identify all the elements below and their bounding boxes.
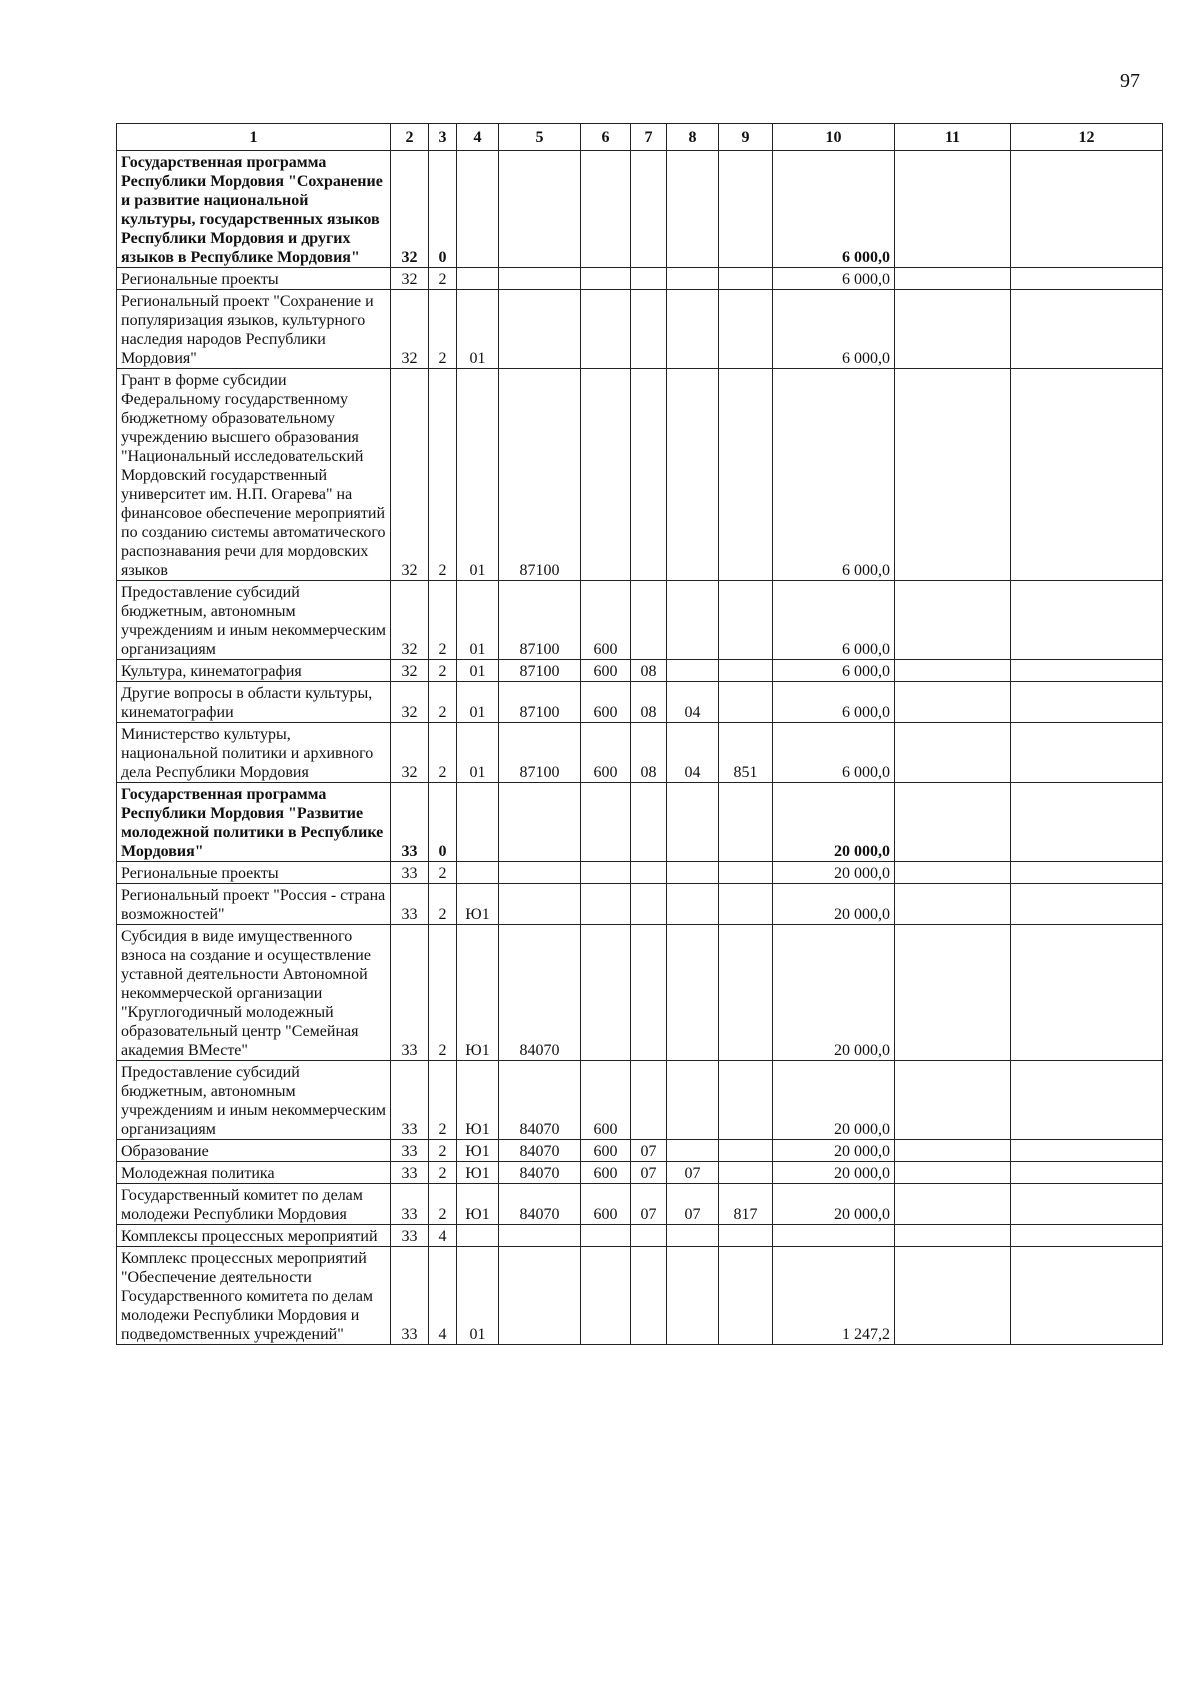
- code-cell: [895, 1247, 1011, 1345]
- code-cell: [667, 925, 719, 1061]
- code-cell: [1011, 1140, 1163, 1162]
- amount-cell: 1 247,2: [773, 1247, 895, 1345]
- code-cell: 2: [429, 925, 457, 1061]
- table-row: [117, 660, 1163, 682]
- table-row: [117, 290, 1163, 369]
- table-header-row: [117, 124, 1163, 151]
- code-cell: [499, 1225, 581, 1247]
- code-cell: [581, 862, 631, 884]
- code-cell: [457, 268, 499, 290]
- code-cell: 600: [581, 1140, 631, 1162]
- code-cell: 600: [581, 723, 631, 783]
- column-header: 1: [117, 124, 391, 151]
- amount-cell: [773, 1225, 895, 1247]
- code-cell: 07: [631, 1140, 667, 1162]
- code-cell: [1011, 660, 1163, 682]
- table-row: [117, 925, 1163, 1061]
- code-cell: [719, 884, 773, 925]
- row-name-cell: Комплекс процессных мероприятий "Обеспечение деятельности Государственного комитета по делам молодежи Республики Мордовия и подведомственных учреждений": [117, 1247, 391, 1345]
- code-cell: [895, 1140, 1011, 1162]
- code-cell: 87100: [499, 682, 581, 723]
- row-name-cell: Региональные проекты: [117, 268, 391, 290]
- code-cell: [895, 1184, 1011, 1225]
- code-cell: 32: [391, 723, 429, 783]
- code-cell: [719, 290, 773, 369]
- row-name-cell: Культура, кинематография: [117, 660, 391, 682]
- row-name-cell: Молодежная политика: [117, 1162, 391, 1184]
- table-row: [117, 682, 1163, 723]
- amount-cell: 6 000,0: [773, 682, 895, 723]
- code-cell: [499, 151, 581, 268]
- amount-cell: 20 000,0: [773, 1061, 895, 1140]
- code-cell: [499, 884, 581, 925]
- code-cell: [895, 151, 1011, 268]
- code-cell: [581, 783, 631, 862]
- code-cell: 2: [429, 723, 457, 783]
- code-cell: [719, 783, 773, 862]
- code-cell: [895, 1162, 1011, 1184]
- code-cell: 600: [581, 1061, 631, 1140]
- code-cell: 04: [667, 723, 719, 783]
- code-cell: [895, 682, 1011, 723]
- table-body: [117, 151, 1163, 1345]
- code-cell: 08: [631, 682, 667, 723]
- code-cell: [1011, 1061, 1163, 1140]
- code-cell: 07: [631, 1162, 667, 1184]
- code-cell: [1011, 1225, 1163, 1247]
- table-row: [117, 723, 1163, 783]
- amount-cell: 20 000,0: [773, 925, 895, 1061]
- code-cell: [895, 1061, 1011, 1140]
- column-header: 8: [667, 124, 719, 151]
- code-cell: 33: [391, 925, 429, 1061]
- code-cell: [1011, 268, 1163, 290]
- code-cell: 33: [391, 1184, 429, 1225]
- code-cell: [895, 925, 1011, 1061]
- code-cell: [1011, 151, 1163, 268]
- code-cell: [719, 151, 773, 268]
- code-cell: [1011, 1247, 1163, 1345]
- code-cell: [667, 783, 719, 862]
- code-cell: 84070: [499, 1061, 581, 1140]
- code-cell: 2: [429, 290, 457, 369]
- code-cell: 2: [429, 862, 457, 884]
- code-cell: 4: [429, 1247, 457, 1345]
- code-cell: 32: [391, 369, 429, 581]
- row-name-cell: Министерство культуры, национальной политики и архивного дела Республики Мордовия: [117, 723, 391, 783]
- row-name-cell: Государственный комитет по делам молодежи Республики Мордовия: [117, 1184, 391, 1225]
- amount-cell: 20 000,0: [773, 1140, 895, 1162]
- code-cell: [1011, 884, 1163, 925]
- code-cell: 07: [667, 1184, 719, 1225]
- code-cell: [631, 290, 667, 369]
- code-cell: [581, 925, 631, 1061]
- code-cell: [895, 1225, 1011, 1247]
- code-cell: 32: [391, 268, 429, 290]
- code-cell: 84070: [499, 1140, 581, 1162]
- code-cell: 01: [457, 1247, 499, 1345]
- code-cell: [667, 884, 719, 925]
- row-name-cell: Государственная программа Республики Мордовия "Сохранение и развитие национальной культуры, государственных языков Республики Мордовия и других языков в Республике Мордовия": [117, 151, 391, 268]
- code-cell: [667, 1247, 719, 1345]
- code-cell: [631, 1225, 667, 1247]
- amount-cell: 20 000,0: [773, 884, 895, 925]
- code-cell: [667, 290, 719, 369]
- row-name-cell: Региональный проект "Сохранение и популяризация языков, культурного наследия народов Республики Мордовия": [117, 290, 391, 369]
- code-cell: [667, 581, 719, 660]
- code-cell: [581, 1225, 631, 1247]
- code-cell: [667, 151, 719, 268]
- code-cell: 32: [391, 581, 429, 660]
- row-name-cell: Образование: [117, 1140, 391, 1162]
- code-cell: 87100: [499, 581, 581, 660]
- code-cell: [499, 290, 581, 369]
- row-name-cell: Другие вопросы в области культуры, кинематографии: [117, 682, 391, 723]
- code-cell: [581, 369, 631, 581]
- code-cell: 0: [429, 783, 457, 862]
- row-name-cell: Государственная программа Республики Мордовия "Развитие молодежной политики в Республике Мордовия": [117, 783, 391, 862]
- code-cell: 2: [429, 1162, 457, 1184]
- code-cell: Ю1: [457, 884, 499, 925]
- code-cell: [667, 660, 719, 682]
- row-name-cell: Субсидия в виде имущественного взноса на создание и осуществление уставной деятельности Автономной некоммерческой организации "Круглогодичный молодежный образовательный центр "Семейная академия ВМесте": [117, 925, 391, 1061]
- code-cell: [499, 783, 581, 862]
- code-cell: Ю1: [457, 1140, 499, 1162]
- code-cell: [667, 1061, 719, 1140]
- code-cell: [895, 862, 1011, 884]
- code-cell: [581, 884, 631, 925]
- code-cell: 600: [581, 1162, 631, 1184]
- code-cell: 01: [457, 660, 499, 682]
- code-cell: 01: [457, 682, 499, 723]
- column-header: 4: [457, 124, 499, 151]
- code-cell: [457, 1225, 499, 1247]
- code-cell: 84070: [499, 1162, 581, 1184]
- code-cell: [895, 268, 1011, 290]
- code-cell: 2: [429, 369, 457, 581]
- code-cell: [667, 268, 719, 290]
- column-header: 6: [581, 124, 631, 151]
- code-cell: 32: [391, 151, 429, 268]
- code-cell: [499, 268, 581, 290]
- code-cell: 01: [457, 581, 499, 660]
- code-cell: [581, 1247, 631, 1345]
- table-row: [117, 1184, 1163, 1225]
- code-cell: [631, 581, 667, 660]
- code-cell: [499, 862, 581, 884]
- amount-cell: 20 000,0: [773, 1184, 895, 1225]
- row-name-cell: Комплексы процессных мероприятий: [117, 1225, 391, 1247]
- code-cell: [895, 660, 1011, 682]
- code-cell: 33: [391, 1225, 429, 1247]
- code-cell: 87100: [499, 660, 581, 682]
- table-row: [117, 884, 1163, 925]
- table-row: [117, 151, 1163, 268]
- code-cell: [895, 783, 1011, 862]
- code-cell: Ю1: [457, 1061, 499, 1140]
- code-cell: [1011, 1162, 1163, 1184]
- code-cell: 851: [719, 723, 773, 783]
- code-cell: 87100: [499, 369, 581, 581]
- code-cell: 2: [429, 884, 457, 925]
- code-cell: [719, 1247, 773, 1345]
- code-cell: 04: [667, 682, 719, 723]
- code-cell: [719, 1140, 773, 1162]
- code-cell: [631, 862, 667, 884]
- code-cell: [1011, 369, 1163, 581]
- code-cell: [667, 1140, 719, 1162]
- code-cell: [457, 862, 499, 884]
- code-cell: 0: [429, 151, 457, 268]
- budget-table: [116, 123, 1163, 1345]
- code-cell: 2: [429, 581, 457, 660]
- code-cell: [631, 925, 667, 1061]
- code-cell: [457, 783, 499, 862]
- row-name-cell: Предоставление субсидий бюджетным, автономным учреждениям и иным некоммерческим организациям: [117, 1061, 391, 1140]
- code-cell: [1011, 925, 1163, 1061]
- column-header: 12: [1011, 124, 1163, 151]
- amount-cell: 6 000,0: [773, 151, 895, 268]
- code-cell: 33: [391, 884, 429, 925]
- column-header: 3: [429, 124, 457, 151]
- code-cell: [667, 862, 719, 884]
- code-cell: 84070: [499, 1184, 581, 1225]
- code-cell: 4: [429, 1225, 457, 1247]
- code-cell: [719, 268, 773, 290]
- code-cell: [895, 369, 1011, 581]
- row-name-cell: Региональный проект "Россия - страна возможностей": [117, 884, 391, 925]
- amount-cell: 6 000,0: [773, 369, 895, 581]
- table-row: [117, 1061, 1163, 1140]
- code-cell: 2: [429, 1061, 457, 1140]
- code-cell: 2: [429, 660, 457, 682]
- code-cell: [581, 290, 631, 369]
- table-row: [117, 862, 1163, 884]
- column-header: 2: [391, 124, 429, 151]
- code-cell: Ю1: [457, 1162, 499, 1184]
- code-cell: [895, 884, 1011, 925]
- code-cell: 2: [429, 1184, 457, 1225]
- table-row: [117, 1140, 1163, 1162]
- code-cell: 32: [391, 660, 429, 682]
- amount-cell: 6 000,0: [773, 268, 895, 290]
- code-cell: 600: [581, 581, 631, 660]
- code-cell: 2: [429, 268, 457, 290]
- code-cell: 01: [457, 290, 499, 369]
- code-cell: [719, 925, 773, 1061]
- code-cell: 07: [631, 1184, 667, 1225]
- code-cell: 07: [667, 1162, 719, 1184]
- code-cell: [1011, 723, 1163, 783]
- code-cell: [1011, 783, 1163, 862]
- code-cell: 2: [429, 682, 457, 723]
- code-cell: 600: [581, 660, 631, 682]
- column-header: 10: [773, 124, 895, 151]
- code-cell: [895, 581, 1011, 660]
- page-number: 97: [1120, 70, 1140, 92]
- code-cell: Ю1: [457, 925, 499, 1061]
- table-row: [117, 1225, 1163, 1247]
- code-cell: 01: [457, 723, 499, 783]
- code-cell: Ю1: [457, 1184, 499, 1225]
- code-cell: [631, 783, 667, 862]
- table-row: [117, 1247, 1163, 1345]
- code-cell: [631, 369, 667, 581]
- amount-cell: 6 000,0: [773, 723, 895, 783]
- code-cell: 2: [429, 1140, 457, 1162]
- code-cell: [631, 1247, 667, 1345]
- code-cell: 33: [391, 1061, 429, 1140]
- code-cell: 87100: [499, 723, 581, 783]
- code-cell: [631, 1061, 667, 1140]
- code-cell: [667, 1225, 719, 1247]
- code-cell: [457, 151, 499, 268]
- amount-cell: 20 000,0: [773, 1162, 895, 1184]
- column-header: 9: [719, 124, 773, 151]
- amount-cell: 6 000,0: [773, 581, 895, 660]
- code-cell: 33: [391, 1162, 429, 1184]
- code-cell: [895, 290, 1011, 369]
- code-cell: [581, 268, 631, 290]
- code-cell: [631, 151, 667, 268]
- amount-cell: 6 000,0: [773, 290, 895, 369]
- table-row: [117, 1162, 1163, 1184]
- code-cell: [719, 581, 773, 660]
- amount-cell: 20 000,0: [773, 783, 895, 862]
- code-cell: [1011, 1184, 1163, 1225]
- code-cell: 01: [457, 369, 499, 581]
- code-cell: 32: [391, 290, 429, 369]
- code-cell: 84070: [499, 925, 581, 1061]
- code-cell: 33: [391, 1140, 429, 1162]
- code-cell: 08: [631, 660, 667, 682]
- code-cell: 33: [391, 783, 429, 862]
- code-cell: 08: [631, 723, 667, 783]
- code-cell: [895, 723, 1011, 783]
- amount-cell: 6 000,0: [773, 660, 895, 682]
- code-cell: [719, 1162, 773, 1184]
- code-cell: [631, 884, 667, 925]
- code-cell: 33: [391, 862, 429, 884]
- code-cell: [1011, 862, 1163, 884]
- table-row: [117, 581, 1163, 660]
- code-cell: 817: [719, 1184, 773, 1225]
- code-cell: [667, 369, 719, 581]
- table-row: [117, 783, 1163, 862]
- code-cell: [719, 1061, 773, 1140]
- code-cell: 600: [581, 682, 631, 723]
- row-name-cell: Региональные проекты: [117, 862, 391, 884]
- table-row: [117, 268, 1163, 290]
- row-name-cell: Предоставление субсидий бюджетным, автономным учреждениям и иным некоммерческим организациям: [117, 581, 391, 660]
- code-cell: [719, 369, 773, 581]
- table-row: [117, 369, 1163, 581]
- code-cell: [1011, 682, 1163, 723]
- column-header: 5: [499, 124, 581, 151]
- code-cell: [719, 1225, 773, 1247]
- column-header: 7: [631, 124, 667, 151]
- amount-cell: 20 000,0: [773, 862, 895, 884]
- code-cell: [631, 268, 667, 290]
- code-cell: [719, 660, 773, 682]
- code-cell: [581, 151, 631, 268]
- code-cell: [499, 1247, 581, 1345]
- code-cell: 32: [391, 682, 429, 723]
- code-cell: 600: [581, 1184, 631, 1225]
- column-header: 11: [895, 124, 1011, 151]
- row-name-cell: Грант в форме субсидии Федеральному государственному бюджетному образовательному учреждению высшего образования "Национальный исследовательский Мордовский государственный университет им. Н.П. Огарева" на финансовое обеспечение мероприятий по созданию системы автоматического распознавания речи для мордовских языков: [117, 369, 391, 581]
- code-cell: [1011, 581, 1163, 660]
- code-cell: [719, 682, 773, 723]
- code-cell: [719, 862, 773, 884]
- code-cell: [1011, 290, 1163, 369]
- code-cell: 33: [391, 1247, 429, 1345]
